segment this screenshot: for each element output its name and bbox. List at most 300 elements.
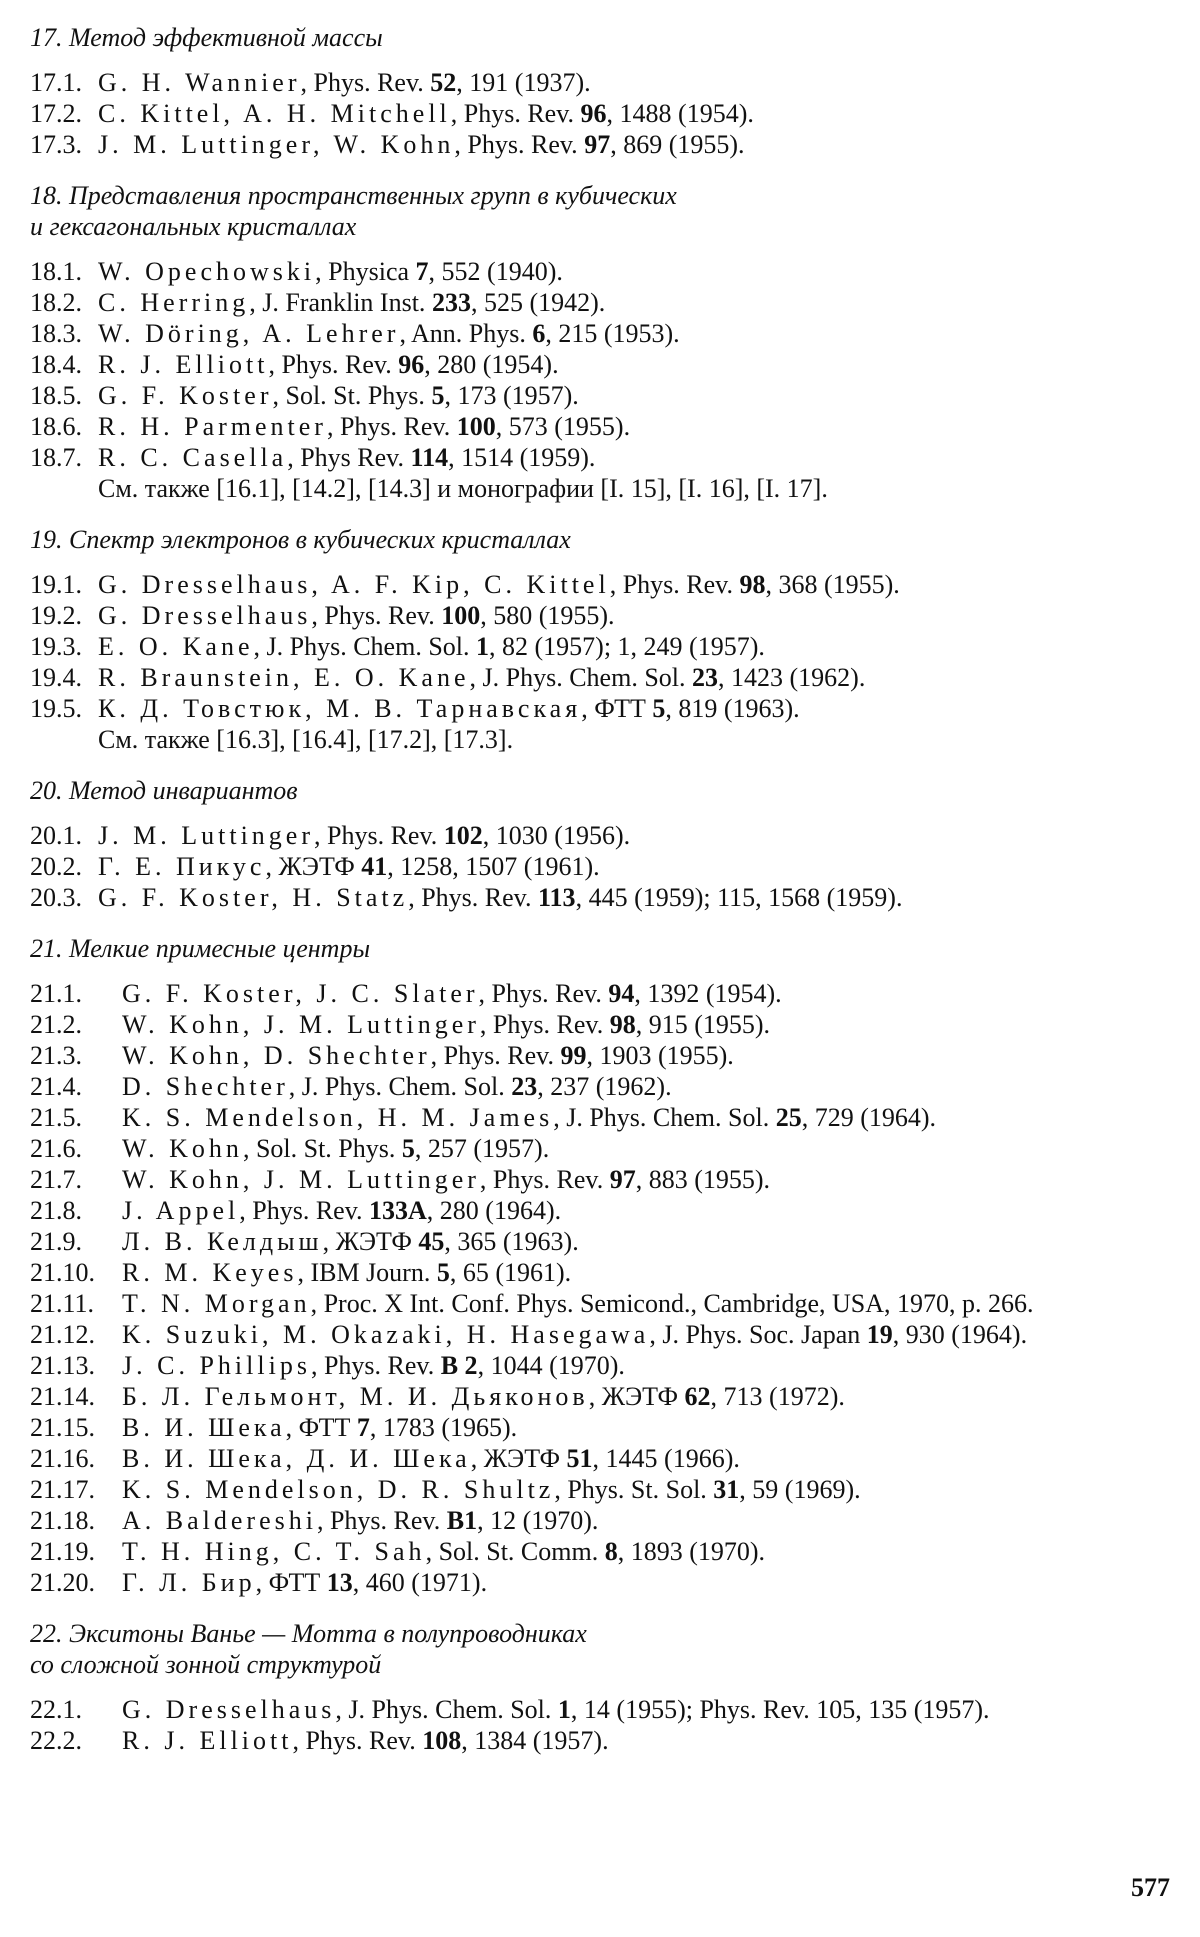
reference-entry bbox=[30, 978, 1180, 1009]
reference-number: 22.1. bbox=[30, 1695, 82, 1724]
reference-text bbox=[122, 1443, 1180, 1474]
reference-authors: J. M. Luttinger, W. Kohn bbox=[98, 130, 455, 159]
reference-volume: 100 bbox=[441, 601, 481, 630]
reference-text bbox=[98, 380, 1180, 411]
reference-section bbox=[30, 1618, 1180, 1756]
reference-volume: 23 bbox=[511, 1072, 538, 1101]
reference-authors: J. C. Phillips bbox=[122, 1351, 311, 1380]
reference-volume: 99 bbox=[560, 1041, 587, 1070]
section-title-line: 20. Метод инвариантов bbox=[30, 776, 298, 805]
reference-authors: К. Д. Товстюк, М. В. Тарнавская bbox=[98, 694, 582, 723]
section-title-line: 19. Спектр электронов в кубических кристаллах bbox=[30, 525, 571, 554]
see-also-note: См. также [16.1], [14.2], [14.3] и монографии [I. 15], [I. 16], [I. 17]. bbox=[98, 474, 828, 503]
reference-entry bbox=[30, 1288, 1180, 1319]
reference-volume: 31 bbox=[713, 1475, 740, 1504]
reference-journal: , ФТТ bbox=[581, 694, 653, 723]
reference-entry bbox=[30, 1195, 1180, 1226]
reference-pages-year: , 525 (1942). bbox=[470, 288, 606, 317]
reference-entry bbox=[30, 1536, 1180, 1567]
reference-journal: , Physica bbox=[315, 257, 416, 286]
reference-journal: , Phys. Rev. bbox=[316, 1506, 447, 1535]
reference-volume: 97 bbox=[609, 1165, 636, 1194]
reference-volume: 13 bbox=[326, 1568, 353, 1597]
reference-journal: , Phys Rev. bbox=[287, 443, 411, 472]
reference-number: 19.3. bbox=[30, 632, 82, 661]
reference-pages-year: , 1384 (1957). bbox=[461, 1726, 609, 1755]
reference-entry bbox=[30, 1257, 1180, 1288]
reference-number: 21.19. bbox=[30, 1537, 95, 1566]
reference-entry bbox=[30, 1381, 1180, 1412]
reference-journal: , Phys. Rev. bbox=[430, 1041, 561, 1070]
section-title bbox=[30, 524, 1180, 555]
reference-volume: 98 bbox=[739, 570, 766, 599]
reference-number: 21.15. bbox=[30, 1413, 95, 1442]
section-title-line: 17. Метод эффективной массы bbox=[30, 23, 383, 52]
reference-journal: , ФТТ bbox=[285, 1413, 357, 1442]
reference-authors: G. H. Wannier bbox=[98, 68, 301, 97]
reference-pages-year: , 191 (1937). bbox=[456, 68, 591, 97]
reference-text bbox=[122, 1536, 1180, 1567]
reference-number: 21.11. bbox=[30, 1289, 95, 1318]
reference-number: 17.1. bbox=[30, 68, 82, 97]
reference-pages-year: , 368 (1955). bbox=[765, 570, 900, 599]
reference-text bbox=[98, 882, 1180, 913]
reference-pages-year: , 59 (1969). bbox=[739, 1475, 861, 1504]
reference-journal: , Phys. Rev. bbox=[314, 821, 444, 850]
reference-journal: , J. Phys. Chem. Sol. bbox=[253, 632, 477, 661]
reference-pages-year: , 445 (1959); 115, 1568 (1959). bbox=[575, 883, 903, 912]
reference-authors: W. Kohn, J. M. Luttinger bbox=[122, 1165, 480, 1194]
reference-volume: 96 bbox=[580, 99, 607, 128]
reference-authors: E. O. Kane bbox=[98, 632, 254, 661]
reference-text bbox=[122, 1102, 1180, 1133]
reference-pages-year: , 915 (1955). bbox=[635, 1010, 771, 1039]
reference-authors: G. Dresselhaus bbox=[122, 1695, 336, 1724]
reference-number: 21.14. bbox=[30, 1382, 95, 1411]
reference-journal: , Phys. Rev. bbox=[479, 1165, 610, 1194]
reference-section bbox=[30, 775, 1180, 913]
reference-section bbox=[30, 180, 1180, 504]
reference-pages-year: , 173 (1957). bbox=[444, 381, 579, 410]
reference-text bbox=[98, 851, 1180, 882]
reference-volume: 62 bbox=[684, 1382, 711, 1411]
reference-authors: Л. В. Келдыш bbox=[122, 1227, 323, 1256]
reference-number: 20.2. bbox=[30, 852, 82, 881]
reference-authors: G. F. Koster, H. Statz bbox=[98, 883, 409, 912]
reference-text bbox=[98, 442, 1180, 473]
reference-text bbox=[122, 1164, 1180, 1195]
reference-entry bbox=[30, 1226, 1180, 1257]
reference-journal: , ЖЭТФ bbox=[470, 1444, 567, 1473]
reference-text bbox=[122, 1474, 1180, 1505]
reference-entry bbox=[30, 349, 1180, 380]
reference-entry bbox=[30, 1694, 1180, 1725]
reference-text bbox=[122, 1009, 1180, 1040]
reference-pages-year: , 930 (1964). bbox=[892, 1320, 1028, 1349]
reference-authors: C. Kittel, A. H. Mitchell bbox=[98, 99, 451, 128]
reference-authors: W. Kohn, J. M. Luttinger bbox=[122, 1010, 480, 1039]
reference-entry bbox=[30, 600, 1180, 631]
reference-volume: 113 bbox=[537, 883, 576, 912]
reference-text bbox=[122, 1694, 1180, 1725]
reference-entry bbox=[30, 569, 1180, 600]
reference-pages-year: , 1423 (1962). bbox=[718, 663, 866, 692]
reference-pages-year: , 1893 (1970). bbox=[617, 1537, 766, 1566]
reference-authors: D. Shechter bbox=[122, 1072, 289, 1101]
reference-text bbox=[122, 1412, 1180, 1443]
reference-journal: , Phys. Rev. bbox=[450, 99, 581, 128]
reference-journal: , IBM Journ. bbox=[297, 1258, 437, 1287]
reference-journal: , Phys. Rev. bbox=[609, 570, 740, 599]
reference-pages-year: , 1044 (1970). bbox=[477, 1351, 625, 1380]
reference-volume: 6 bbox=[532, 319, 546, 348]
reference-pages-year: , 12 (1970). bbox=[477, 1506, 599, 1535]
reference-number: 19.5. bbox=[30, 694, 82, 723]
reference-volume: 7 bbox=[356, 1413, 370, 1442]
reference-entry bbox=[30, 318, 1180, 349]
reference-authors: T. H. Hing, C. T. Sah bbox=[122, 1537, 426, 1566]
reference-number: 21.17. bbox=[30, 1475, 95, 1504]
reference-pages-year: , 82 (1957); 1, 249 (1957). bbox=[489, 632, 765, 661]
reference-pages-year: , 580 (1955). bbox=[480, 601, 615, 630]
reference-entry bbox=[30, 129, 1180, 160]
reference-volume: 94 bbox=[608, 979, 635, 1008]
reference-journal: , ЖЭТФ bbox=[322, 1227, 419, 1256]
reference-authors: R. M. Keyes bbox=[122, 1258, 298, 1287]
reference-pages-year: , 65 (1961). bbox=[449, 1258, 572, 1287]
reference-text bbox=[122, 1133, 1180, 1164]
reference-number: 18.2. bbox=[30, 288, 82, 317]
reference-pages-year: , 460 (1971). bbox=[352, 1568, 488, 1597]
reference-pages-year: , 365 (1963). bbox=[444, 1227, 579, 1256]
reference-journal: , Sol. St. Comm. bbox=[425, 1537, 605, 1566]
reference-volume: 97 bbox=[584, 130, 611, 159]
reference-entry bbox=[30, 1071, 1180, 1102]
reference-authors: K. Suzuki, M. Okazaki, H. Hasegawa bbox=[122, 1320, 650, 1349]
reference-volume: 5 bbox=[401, 1134, 415, 1163]
reference-authors: R. J. Elliott bbox=[122, 1726, 293, 1755]
reference-number: 21.7. bbox=[30, 1165, 82, 1194]
reference-text bbox=[98, 411, 1180, 442]
reference-number: 20.3. bbox=[30, 883, 82, 912]
reference-journal: , Phys. Rev. bbox=[311, 601, 442, 630]
reference-authors: K. S. Mendelson, D. R. Shultz bbox=[122, 1475, 555, 1504]
reference-entry bbox=[30, 380, 1180, 411]
reference-entry bbox=[30, 67, 1180, 98]
reference-number: 21.18. bbox=[30, 1506, 95, 1535]
reference-number: 18.6. bbox=[30, 412, 82, 441]
reference-number: 19.4. bbox=[30, 663, 82, 692]
reference-authors: W. Döring, A. Lehrer bbox=[98, 319, 400, 348]
reference-pages-year: , 1030 (1956). bbox=[482, 821, 631, 850]
page-number: 577 bbox=[1131, 1873, 1170, 1902]
reference-text bbox=[122, 1195, 1180, 1226]
reference-authors: C. Herring bbox=[98, 288, 250, 317]
reference-pages-year: , 713 (1972). bbox=[710, 1382, 845, 1411]
reference-pages-year: , 1488 (1954). bbox=[606, 99, 754, 128]
reference-journal: , Phys. Rev. bbox=[300, 68, 431, 97]
reference-volume: 41 bbox=[361, 852, 388, 881]
reference-entry bbox=[30, 851, 1180, 882]
reference-journal: , J. Franklin Inst. bbox=[249, 288, 432, 317]
reference-entry bbox=[30, 1350, 1180, 1381]
reference-number: 21.20. bbox=[30, 1568, 95, 1597]
reference-entry bbox=[30, 662, 1180, 693]
reference-text bbox=[122, 1288, 1180, 1319]
reference-volume: 108 bbox=[422, 1726, 462, 1755]
reference-number: 17.3. bbox=[30, 130, 82, 159]
reference-volume: 25 bbox=[775, 1103, 802, 1132]
section-title-line: со сложной зонной структурой bbox=[30, 1650, 382, 1679]
section-title bbox=[30, 22, 1180, 53]
reference-volume: 102 bbox=[443, 821, 483, 850]
reference-authors: G. Dresselhaus, A. F. Kip, C. Kittel bbox=[98, 570, 610, 599]
reference-authors: R. C. Casella bbox=[98, 443, 288, 472]
reference-entry bbox=[30, 1474, 1180, 1505]
reference-journal: , Phys. Rev. bbox=[268, 350, 399, 379]
reference-volume: 114 bbox=[410, 443, 449, 472]
reference-volume: 100 bbox=[456, 412, 496, 441]
reference-pages-year: , 819 (1963). bbox=[665, 694, 800, 723]
reference-text bbox=[122, 978, 1180, 1009]
reference-authors: G. Dresselhaus bbox=[98, 601, 312, 630]
reference-volume: B 2 bbox=[440, 1351, 478, 1380]
reference-journal: , ФТТ bbox=[255, 1568, 327, 1597]
reference-text bbox=[98, 129, 1180, 160]
reference-text bbox=[122, 1319, 1180, 1350]
reference-text bbox=[122, 1226, 1180, 1257]
reference-volume: 5 bbox=[436, 1258, 450, 1287]
reference-authors: В. И. Шека, Д. И. Шека bbox=[122, 1444, 471, 1473]
reference-journal: , Phys. Rev. bbox=[408, 883, 538, 912]
reference-number: 21.1. bbox=[30, 979, 82, 1008]
reference-number: 22.2. bbox=[30, 1726, 82, 1755]
reference-volume: B1 bbox=[446, 1506, 478, 1535]
reference-text bbox=[122, 1381, 1180, 1412]
reference-text bbox=[98, 318, 1180, 349]
reference-text bbox=[98, 631, 1180, 662]
reference-number: 21.16. bbox=[30, 1444, 95, 1473]
reference-pages-year: , 883 (1955). bbox=[635, 1165, 771, 1194]
reference-number: 21.8. bbox=[30, 1196, 82, 1225]
reference-text bbox=[122, 1350, 1180, 1381]
reference-number: 18.4. bbox=[30, 350, 82, 379]
reference-volume: 5 bbox=[652, 694, 666, 723]
reference-authors: J. M. Luttinger bbox=[98, 821, 314, 850]
reference-entry bbox=[30, 1319, 1180, 1350]
reference-text bbox=[122, 1040, 1180, 1071]
reference-journal: , J. Phys. Chem. Sol. bbox=[469, 663, 693, 692]
reference-pages-year: , 280 (1954). bbox=[424, 350, 559, 379]
reference-pages-year: , 1783 (1965). bbox=[369, 1413, 518, 1442]
reference-entry bbox=[30, 1164, 1180, 1195]
reference-volume: 5 bbox=[431, 381, 445, 410]
reference-journal: , Phys. Rev. bbox=[310, 1351, 441, 1380]
reference-text bbox=[122, 1505, 1180, 1536]
reference-number: 17.2. bbox=[30, 99, 82, 128]
reference-journal: , ЖЭТФ bbox=[588, 1382, 685, 1411]
reference-pages-year: , 1445 (1966). bbox=[592, 1444, 740, 1473]
reference-journal: , Sol. St. Phys. bbox=[242, 1134, 402, 1163]
see-also-note: См. также [16.3], [16.4], [17.2], [17.3]. bbox=[98, 725, 514, 754]
reference-journal: , Phys. Rev. bbox=[454, 130, 585, 159]
reference-entry bbox=[30, 820, 1180, 851]
section-title-line: 22. Экситоны Ванье — Мотта в полупроводниках bbox=[30, 1619, 587, 1648]
reference-entry bbox=[30, 98, 1180, 129]
section-title-line: и гексагональных кристаллах bbox=[30, 212, 357, 241]
reference-pages-year: , 552 (1940). bbox=[428, 257, 563, 286]
reference-entry bbox=[30, 693, 1180, 724]
reference-entry bbox=[30, 1505, 1180, 1536]
reference-number: 20.1. bbox=[30, 821, 82, 850]
reference-number: 18.5. bbox=[30, 381, 82, 410]
reference-journal: , J. Phys. Chem. Sol. bbox=[553, 1103, 776, 1132]
reference-pages-year: , 573 (1955). bbox=[495, 412, 631, 441]
reference-pages-year: , 14 (1955); Phys. Rev. 105, 135 (1957). bbox=[570, 1695, 990, 1724]
reference-authors: K. S. Mendelson, H. M. James bbox=[122, 1103, 554, 1132]
reference-number: 19.1. bbox=[30, 570, 82, 599]
reference-journal: , Phys. Rev. bbox=[292, 1726, 423, 1755]
reference-text bbox=[98, 98, 1180, 129]
reference-number: 21.2. bbox=[30, 1010, 82, 1039]
reference-authors: Г. Л. Бир bbox=[122, 1568, 256, 1597]
reference-text bbox=[122, 1725, 1180, 1756]
reference-entry bbox=[30, 1443, 1180, 1474]
reference-volume: 19 bbox=[866, 1320, 893, 1349]
reference-list-page bbox=[30, 22, 1180, 1776]
reference-volume: 8 bbox=[604, 1537, 618, 1566]
reference-pages-year: , 1903 (1955). bbox=[586, 1041, 734, 1070]
reference-section bbox=[30, 22, 1180, 160]
reference-number: 21.5. bbox=[30, 1103, 82, 1132]
reference-authors: A. Baldereshi bbox=[122, 1506, 317, 1535]
reference-pages-year: , 280 (1964). bbox=[426, 1196, 562, 1225]
reference-text bbox=[98, 67, 1180, 98]
reference-entry bbox=[30, 411, 1180, 442]
reference-entry bbox=[30, 1725, 1180, 1756]
section-title bbox=[30, 775, 1180, 806]
reference-authors: R. J. Elliott bbox=[98, 350, 269, 379]
reference-number: 18.1. bbox=[30, 257, 82, 286]
reference-journal: , Ann. Phys. bbox=[399, 319, 533, 348]
reference-volume: 98 bbox=[609, 1010, 636, 1039]
reference-journal: , J. Phys. Chem. Sol. bbox=[335, 1695, 558, 1724]
section-title bbox=[30, 180, 1180, 242]
reference-section bbox=[30, 524, 1180, 755]
reference-authors: Б. Л. Гельмонт, М. И. Дьяконов bbox=[122, 1382, 589, 1411]
reference-section bbox=[30, 933, 1180, 1598]
reference-entry bbox=[30, 882, 1180, 913]
reference-pages-year: , 1258, 1507 (1961). bbox=[387, 852, 600, 881]
reference-text bbox=[122, 1071, 1180, 1102]
reference-entry bbox=[30, 631, 1180, 662]
reference-pages-year: , 215 (1953). bbox=[545, 319, 680, 348]
reference-text bbox=[98, 287, 1180, 318]
reference-text bbox=[98, 349, 1180, 380]
reference-pages-year: , 257 (1957). bbox=[414, 1134, 550, 1163]
reference-journal: , Sol. St. Phys. bbox=[272, 381, 432, 410]
reference-pages-year: , 1392 (1954). bbox=[634, 979, 782, 1008]
reference-text bbox=[98, 662, 1180, 693]
reference-entry bbox=[30, 1040, 1180, 1071]
reference-journal: , Proc. X Int. Conf. Phys. Semicond., Cambridge, USA, 1970, p. 266. bbox=[310, 1289, 1034, 1318]
reference-entry bbox=[30, 442, 1180, 473]
reference-authors: В. И. Шека bbox=[122, 1413, 286, 1442]
reference-number: 21.4. bbox=[30, 1072, 82, 1101]
reference-authors: W. Kohn, D. Shechter bbox=[122, 1041, 431, 1070]
reference-number: 18.7. bbox=[30, 443, 82, 472]
reference-journal: , Phys. Rev. bbox=[239, 1196, 370, 1225]
reference-number: 21.13. bbox=[30, 1351, 95, 1380]
section-title bbox=[30, 933, 1180, 964]
reference-journal: , Phys. Rev. bbox=[478, 979, 609, 1008]
reference-journal: , J. Phys. Chem. Sol. bbox=[288, 1072, 512, 1101]
reference-journal: , Phys. St. Sol. bbox=[554, 1475, 714, 1504]
reference-number: 18.3. bbox=[30, 319, 82, 348]
reference-volume: 1 bbox=[476, 632, 490, 661]
reference-number: 21.12. bbox=[30, 1320, 95, 1349]
section-title-line: 18. Представления пространственных групп в кубических bbox=[30, 181, 677, 210]
reference-authors: G. F. Koster, J. C. Slater bbox=[122, 979, 479, 1008]
reference-authors: G. F. Koster bbox=[98, 381, 273, 410]
reference-volume: 51 bbox=[566, 1444, 593, 1473]
reference-authors: R. Braunstein, E. O. Kane bbox=[98, 663, 470, 692]
reference-authors: J. Appel bbox=[122, 1196, 240, 1225]
reference-entry bbox=[30, 256, 1180, 287]
reference-number: 21.6. bbox=[30, 1134, 82, 1163]
reference-authors: T. N. Morgan bbox=[122, 1289, 311, 1318]
reference-pages-year: , 869 (1955). bbox=[610, 130, 745, 159]
reference-authors: R. H. Parmenter bbox=[98, 412, 327, 441]
reference-number: 21.10. bbox=[30, 1258, 95, 1287]
reference-journal: , Phys. Rev. bbox=[479, 1010, 610, 1039]
reference-entry bbox=[30, 1412, 1180, 1443]
reference-volume: 133A bbox=[369, 1196, 427, 1225]
reference-text bbox=[122, 1567, 1180, 1598]
reference-text bbox=[98, 693, 1180, 724]
reference-volume: 233 bbox=[431, 288, 471, 317]
reference-text bbox=[98, 820, 1180, 851]
reference-journal: , Phys. Rev. bbox=[326, 412, 457, 441]
reference-entry bbox=[30, 1567, 1180, 1598]
reference-volume: 52 bbox=[430, 68, 457, 97]
reference-authors: Г. Е. Пикус bbox=[98, 852, 266, 881]
reference-volume: 1 bbox=[557, 1695, 571, 1724]
reference-entry bbox=[30, 1009, 1180, 1040]
reference-authors: W. Opechowski bbox=[98, 257, 316, 286]
reference-text bbox=[98, 569, 1180, 600]
reference-journal: , ЖЭТФ bbox=[265, 852, 362, 881]
reference-entry bbox=[30, 1102, 1180, 1133]
reference-pages-year: , 1514 (1959). bbox=[448, 443, 596, 472]
reference-volume: 96 bbox=[398, 350, 425, 379]
reference-pages-year: , 729 (1964). bbox=[801, 1103, 937, 1132]
reference-journal: , J. Phys. Soc. Japan bbox=[649, 1320, 867, 1349]
reference-pages-year: , 237 (1962). bbox=[537, 1072, 672, 1101]
section-title bbox=[30, 1618, 1180, 1680]
section-title-line: 21. Мелкие примесные центры bbox=[30, 934, 371, 963]
reference-entry bbox=[30, 1133, 1180, 1164]
reference-entry bbox=[30, 287, 1180, 318]
reference-authors: W. Kohn bbox=[122, 1134, 243, 1163]
reference-text bbox=[98, 600, 1180, 631]
reference-text bbox=[98, 256, 1180, 287]
reference-volume: 45 bbox=[418, 1227, 445, 1256]
reference-volume: 23 bbox=[692, 663, 719, 692]
reference-text bbox=[122, 1257, 1180, 1288]
reference-number: 21.9. bbox=[30, 1227, 82, 1256]
reference-volume: 7 bbox=[415, 257, 429, 286]
